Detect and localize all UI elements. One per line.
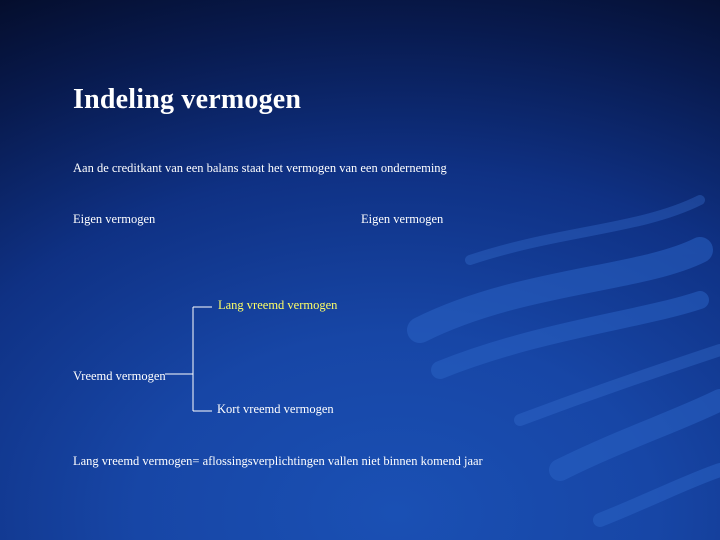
footnote-lang-vreemd: Lang vreemd vermogen= aflossingsverplichtingen vallen niet binnen komend jaar [73, 454, 483, 468]
eigen-vermogen-label-left: Eigen vermogen [73, 212, 156, 226]
vreemd-vermogen-label: Vreemd vermogen [73, 369, 166, 383]
kort-vreemd-vermogen-label: Kort vreemd vermogen [217, 402, 334, 416]
slide-title: Indeling vermogen [73, 84, 302, 115]
lang-vreemd-vermogen-label: Lang vreemd vermogen [218, 298, 338, 312]
eigen-vermogen-label-right: Eigen vermogen [361, 212, 444, 226]
slide-subtitle: Aan de creditkant van een balans staat het vermogen van een onderneming [73, 161, 447, 175]
